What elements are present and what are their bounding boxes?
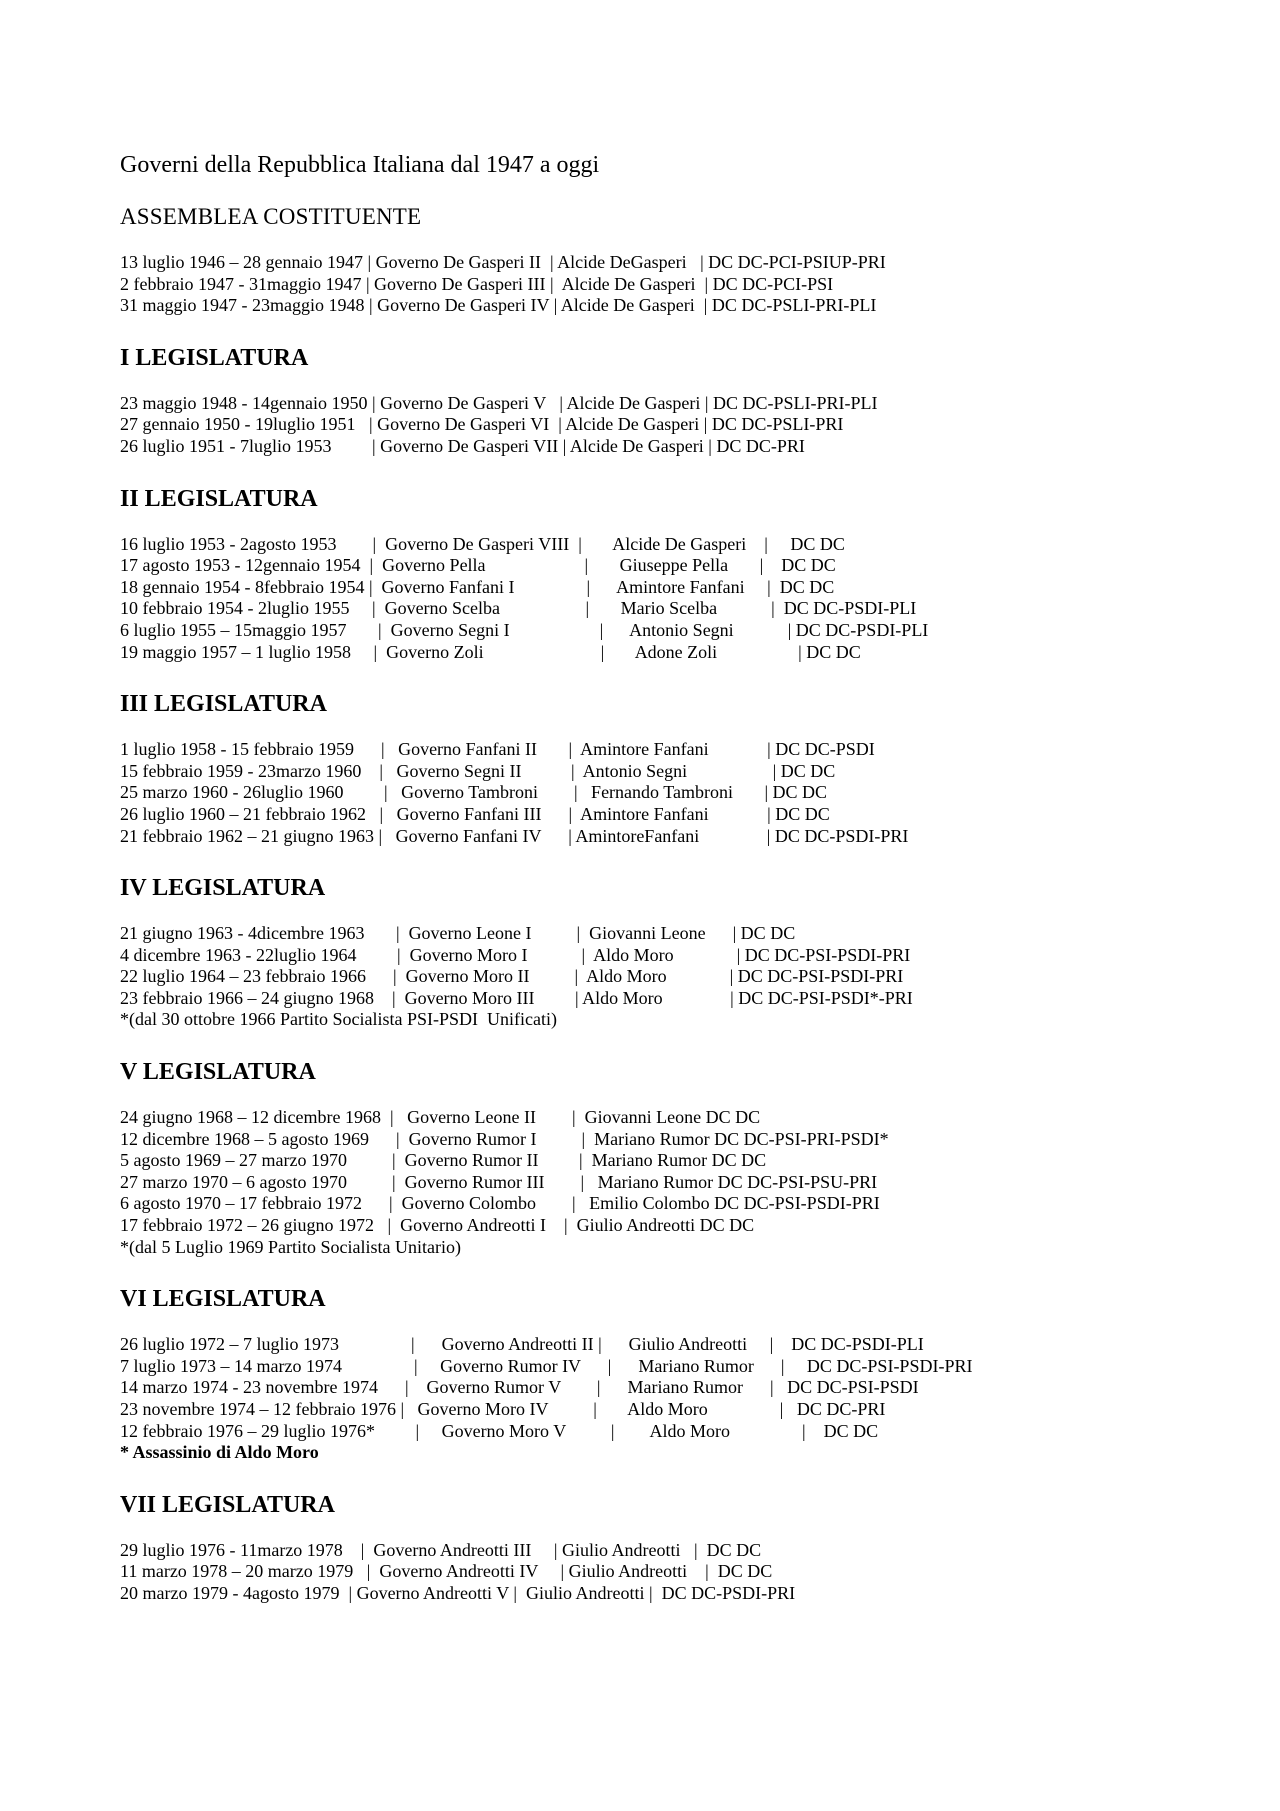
- footnote: *(dal 30 ottobre 1966 Partito Socialista PSI-PSDI Unificati): [120, 1009, 557, 1030]
- government-list: [120, 923, 1180, 1031]
- government-row: 21 giugno 1963 - 4dicembre 1963 | Governo Leone I | Giovanni Leone | DC DC: [120, 923, 796, 944]
- government-list: [120, 1540, 1180, 1605]
- government-row: 2 febbraio 1947 - 31maggio 1947 | Governo De Gasperi III | Alcide De Gasperi | DC DC-PCI-PSI: [120, 273, 834, 294]
- legislature-heading: VI LEGISLATURA: [120, 1286, 326, 1313]
- government-list: [120, 393, 1180, 458]
- government-row: 7 luglio 1973 – 14 marzo 1974 | Governo Rumor IV | Mariano Rumor | DC DC-PSI-PSDI-PRI: [120, 1355, 973, 1376]
- government-row: 24 giugno 1968 – 12 dicembre 1968 | Governo Leone II | Giovanni Leone DC DC: [120, 1107, 761, 1128]
- government-row: 12 febbraio 1976 – 29 luglio 1976* | Governo Moro V | Aldo Moro | DC DC: [120, 1420, 879, 1441]
- sections-container: [120, 202, 1180, 1605]
- government-row: 18 gennaio 1954 - 8febbraio 1954 | Governo Fanfani I | Amintore Fanfani | DC DC: [120, 576, 835, 597]
- government-row: 26 luglio 1960 – 21 febbraio 1962 | Governo Fanfani III | Amintore Fanfani | DC DC: [120, 803, 830, 824]
- government-row: 26 luglio 1972 – 7 luglio 1973 | Governo Andreotti II | Giulio Andreotti | DC DC-PSDI-PLI: [120, 1334, 924, 1355]
- government-row: 14 marzo 1974 - 23 novembre 1974 | Governo Rumor V | Mariano Rumor | DC DC-PSI-PSDI: [120, 1377, 919, 1398]
- government-row: 20 marzo 1979 - 4agosto 1979 | Governo Andreotti V | Giulio Andreotti | DC DC-PSDI-PRI: [120, 1582, 796, 1603]
- document-title: Governi della Repubblica Italiana dal 1947 a oggi: [120, 152, 600, 178]
- government-row: 23 novembre 1974 – 12 febbraio 1976 | Governo Moro IV | Aldo Moro | DC DC-PRI: [120, 1399, 886, 1419]
- legislature-heading: I LEGISLATURA: [120, 344, 309, 371]
- government-row: 31 maggio 1947 - 23maggio 1948 | Governo De Gasperi IV | Alcide De Gasperi | DC DC-PSLI-PRI-PLI: [120, 295, 877, 316]
- government-row: 11 marzo 1978 – 20 marzo 1979 | Governo Andreotti IV | Giulio Andreotti | DC DC: [120, 1561, 773, 1582]
- government-list: [120, 1107, 1180, 1258]
- government-row: 23 maggio 1948 - 14gennaio 1950 | Governo De Gasperi V | Alcide De Gasperi | DC DC-PSLI-PRI-PLI: [120, 392, 878, 413]
- government-row: 23 febbraio 1966 – 24 giugno 1968 | Governo Moro III | Aldo Moro | DC DC-PSI-PSDI*-PRI: [120, 987, 913, 1008]
- government-row: 17 febbraio 1972 – 26 giugno 1972 | Governo Andreotti I | Giulio Andreotti DC DC: [120, 1215, 755, 1236]
- legislature-heading: III LEGISLATURA: [120, 691, 327, 718]
- government-row: 16 luglio 1953 - 2agosto 1953 | Governo De Gasperi VIII | Alcide De Gasperi | DC DC: [120, 533, 845, 554]
- government-row: 6 luglio 1955 – 15maggio 1957 | Governo Segni I | Antonio Segni | DC DC-PSDI-PLI: [120, 619, 929, 640]
- government-row: 5 agosto 1969 – 27 marzo 1970 | Governo Rumor II | Mariano Rumor DC DC: [120, 1150, 767, 1171]
- government-row: 13 luglio 1946 – 28 gennaio 1947 | Governo De Gasperi II | Alcide DeGasperi | DC DC-PCI-PSIUP-PRI: [120, 252, 886, 272]
- government-list: [120, 534, 1180, 664]
- government-row: 26 luglio 1951 - 7luglio 1953 | Governo De Gasperi VII | Alcide De Gasperi | DC DC-PRI: [120, 435, 805, 456]
- government-list: [120, 252, 1180, 317]
- government-list: [120, 1334, 1180, 1464]
- government-row: 6 agosto 1970 – 17 febbraio 1972 | Governo Colombo | Emilio Colombo DC DC-PSI-PSDI-PRI: [120, 1193, 880, 1214]
- government-row: 15 febbraio 1959 - 23marzo 1960 | Governo Segni II | Antonio Segni | DC DC: [120, 760, 836, 781]
- legislature-heading: IV LEGISLATURA: [120, 875, 326, 902]
- government-row: 19 maggio 1957 – 1 luglio 1958 | Governo Zoli | Adone Zoli | DC DC: [120, 641, 861, 662]
- government-row: 29 luglio 1976 - 11marzo 1978 | Governo Andreotti III | Giulio Andreotti | DC DC: [120, 1539, 762, 1560]
- government-row: 22 luglio 1964 – 23 febbraio 1966 | Governo Moro II | Aldo Moro | DC DC-PSI-PSDI-PRI: [120, 966, 904, 987]
- government-row: 25 marzo 1960 - 26luglio 1960 | Governo Tambroni | Fernando Tambroni | DC DC: [120, 782, 828, 803]
- government-row: 1 luglio 1958 - 15 febbraio 1959 | Governo Fanfani II | Amintore Fanfani | DC DC-PSDI: [120, 739, 875, 760]
- government-list: [120, 739, 1180, 847]
- legislature-heading: II LEGISLATURA: [120, 485, 318, 512]
- government-row: 10 febbraio 1954 - 2luglio 1955 | Governo Scelba | Mario Scelba | DC DC-PSDI-PLI: [120, 598, 917, 619]
- footnote: * Assassinio di Aldo Moro: [120, 1442, 319, 1463]
- footnote: *(dal 5 Luglio 1969 Partito Socialista Unitario): [120, 1236, 461, 1257]
- assembly-heading: ASSEMBLEA COSTITUENTE: [120, 204, 422, 229]
- legislature-heading: V LEGISLATURA: [120, 1059, 316, 1086]
- government-row: 12 dicembre 1968 – 5 agosto 1969 | Governo Rumor I | Mariano Rumor DC DC-PSI-PRI-PSDI*: [120, 1128, 889, 1149]
- government-row: 21 febbraio 1962 – 21 giugno 1963 | Governo Fanfani IV | AmintoreFanfani | DC DC-PSDI-PRI: [120, 825, 909, 846]
- legislature-heading: VII LEGISLATURA: [120, 1491, 335, 1518]
- government-row: 27 gennaio 1950 - 19luglio 1951 | Governo De Gasperi VI | Alcide De Gasperi | DC DC-PSLI-PRI: [120, 414, 844, 435]
- government-row: 27 marzo 1970 – 6 agosto 1970 | Governo Rumor III | Mariano Rumor DC DC-PSI-PSU-PRI: [120, 1171, 878, 1192]
- document-page: [120, 150, 1180, 1605]
- government-row: 17 agosto 1953 - 12gennaio 1954 | Governo Pella | Giuseppe Pella | DC DC: [120, 555, 836, 576]
- government-row: 4 dicembre 1963 - 22luglio 1964 | Governo Moro I | Aldo Moro | DC DC-PSI-PSDI-PRI: [120, 944, 911, 965]
